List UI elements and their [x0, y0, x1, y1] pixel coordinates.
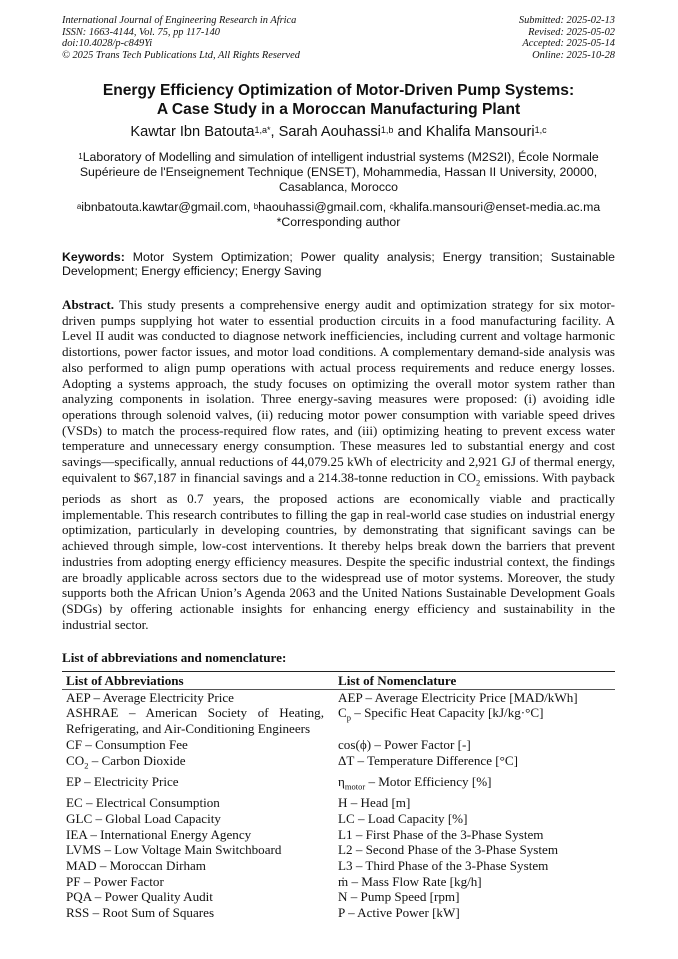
journal-info	[62, 15, 300, 61]
nomenclature-cell: P – Active Power [kW]	[338, 905, 460, 921]
table-row	[62, 905, 615, 921]
abstract-label: Abstract.	[62, 297, 114, 312]
issn-line: ISSN: 1663-4144, Vol. 75, pp 117-140	[62, 26, 220, 38]
author-name: Sarah Aouhassi	[278, 124, 381, 140]
abbreviation-cell: PQA – Power Quality Audit	[66, 889, 213, 905]
submitted-date: Submitted: 2025-02-13	[518, 15, 615, 26]
nomenclature-cell: cos(ϕ) – Power Factor [-]	[338, 736, 471, 752]
symbol: C	[338, 705, 347, 721]
nomenclature-cell: L3 – Third Phase of the 3-Phase System	[338, 857, 549, 873]
table-row	[62, 889, 615, 905]
abbreviation-cell: IEA – International Energy Agency	[66, 826, 252, 842]
copyright-line: © 2025 Trans Tech Publications Ltd, All Rights Reserved	[62, 49, 300, 61]
title-line-1: Energy Efficiency Optimization of Motor-Driven Pump Systems:	[102, 82, 575, 99]
abbreviation-cell: RSS – Root Sum of Squares	[66, 905, 215, 921]
author-separator: ,	[270, 124, 279, 140]
title-line-2: A Case Study in a Moroccan Manufacturing Plant	[156, 101, 521, 118]
doi-link[interactable]: doi:10.4028/p-c849Yi	[62, 38, 153, 50]
author-emails	[62, 200, 615, 230]
keywords	[62, 250, 615, 279]
table-row	[62, 795, 615, 811]
abstract-text: This study presents a comprehensive energy audit and optimization strategy for six motor-driven pumps supplying hot water to essential production circuits in a food manufacturing facility. A Level II audit was conducted to diagnose network inefficiencies, including current and voltage harmonic distortions, power factor issues, and motor load conditions. A complementary demand-side analysis was also performed to align pump operations with actual process requirements and reduce energy losses. Adopting a systems approach, the study focuses on optimizing the overall motor system rather than analyzing components in isolation. Three energy-saving measures were proposed: (i) avoiding idle operations through solenoid valves, (ii) reducing motor power consumption with variable speed drives (VSDs) to match the process-required flow rates, and (iii) optimizing heating to prevent excess water temperature and unnecessary energy consumption. These measures led to substantial energy and cost savings—specifically, annual reductions of 44,079.25 kWh of electricity and 2,921 GJ of thermal energy, equivalent to $67,187 in financial savings and a 214.38-tonne reduction in CO	[62, 297, 615, 485]
abbreviation-cell: GLC – Global Load Capacity	[66, 810, 221, 826]
author-list	[62, 123, 615, 141]
symbol-subscript: p	[346, 713, 351, 724]
journal-name: International Journal of Engineering Research in Africa	[62, 15, 297, 26]
table-row	[62, 689, 615, 705]
nomenclature-cell: L1 – First Phase of the 3-Phase System	[338, 826, 544, 842]
email-separator: ,	[382, 200, 390, 214]
table-header-row	[62, 672, 615, 690]
abstract	[62, 297, 615, 632]
abbreviation: CO	[66, 752, 85, 768]
table-row	[62, 753, 615, 774]
column-header-abbreviations: List of Abbreviations	[62, 672, 328, 690]
abbreviation-cell	[62, 753, 328, 774]
author-separator: and	[393, 124, 426, 140]
keywords-text: Motor System Optimization; Power quality analysis; Energy transition; Sustainable Development; Energy efficiency; Energy Saving	[62, 250, 615, 279]
nomenclature-cell: AEP – Average Electricity Price [MAD/kWh]	[338, 689, 578, 705]
nomenclature-cell: N – Pump Speed [rpm]	[338, 889, 460, 905]
table-row	[62, 737, 615, 753]
affiliation	[62, 150, 615, 196]
affiliation-mark: 1	[78, 152, 83, 161]
publication-dates	[519, 15, 615, 61]
column-header-nomenclature: List of Nomenclature	[328, 672, 615, 690]
table-row	[62, 842, 615, 858]
corresponding-author-note: *Corresponding author	[276, 215, 401, 230]
author-affiliation-mark: 1,c	[534, 125, 547, 135]
abbreviation-subscript: 2	[84, 760, 89, 771]
symbol-subscript: motor	[344, 781, 366, 792]
abbreviation-cell: AEP – Average Electricity Price	[66, 689, 234, 705]
nomenclature-cell: ṁ – Mass Flow Rate [kg/h]	[338, 873, 482, 889]
keywords-label: Keywords:	[62, 250, 125, 264]
symbol-definition: – Specific Heat Capacity [kJ/kg·°C]	[350, 705, 544, 721]
table-row	[62, 827, 615, 843]
online-date: Online: 2025-10-28	[532, 49, 615, 61]
affiliation-text: Laboratory of Modelling and simulation of intelligent industrial systems (M2S2I), École Normale Supérieure de l'Enseignement Technique (ENSET), Mohammedia, Hassan II University, 20000, Casablanca, Morocco	[79, 150, 599, 195]
nomenclature-cell: ΔT – Temperature Difference [°C]	[338, 752, 518, 768]
email-mark: c	[389, 202, 394, 211]
email-mark: b	[253, 202, 259, 211]
email-separator: ,	[246, 200, 254, 214]
table-row	[62, 811, 615, 827]
co2-subscript: 2	[476, 477, 481, 488]
abbreviation-cell: MAD – Moroccan Dirham	[66, 857, 206, 873]
abbreviation-cell: LVMS – Low Voltage Main Switchboard	[66, 842, 282, 858]
author-affiliation-mark: 1,b	[380, 125, 394, 135]
accepted-date: Accepted: 2025-05-14	[522, 38, 615, 50]
table-row	[62, 858, 615, 874]
nomenclature-heading: List of abbreviations and nomenclature:	[62, 650, 287, 665]
table-row	[62, 774, 615, 795]
author-name: Kawtar Ibn Batouta	[130, 124, 255, 140]
abbreviation-cell: CF – Consumption Fee	[66, 736, 188, 752]
abstract-text-cont: emissions. With payback periods as short as 0.7 years, the proposed actions are economically viable and practically implementable. This research contributes to filling the gap in real-world case studies on industrial energy optimization, particularly in developing countries, by demonstrating that significant savings can be achieved through simple, low-cost interventions. It thereby helps break down the barriers that prevent industries from adopting energy efficiency measures. Despite the specific industrial context, the findings are broadly applicable across sectors due to the widespread use of motor systems. Moreover, the study supports both the African Union’s Agenda 2063 and the United Nations Sustainable Development Goals (SDGs) by offering actionable insights for enhancing energy efficiency and sustainability in the industrial sector.	[62, 469, 615, 632]
nomenclature-cell	[328, 774, 615, 795]
symbol-definition: – Motor Efficiency [%]	[365, 773, 492, 789]
symbol: η	[338, 773, 345, 789]
abbreviation-cell: EP – Electricity Price	[66, 773, 179, 789]
nomenclature-cell: H – Head [m]	[338, 795, 411, 811]
paper-title	[62, 81, 615, 119]
email-link[interactable]: khalifa.mansouri@enset-media.ac.ma	[393, 200, 601, 214]
nomenclature-table	[62, 671, 615, 921]
email-mark: a	[76, 202, 82, 211]
abbreviation-definition: – Carbon Dioxide	[88, 752, 186, 768]
abbreviation-cell: ASHRAE – American Society of Heating, Refrigerating, and Air-Conditioning Engineers	[66, 705, 324, 737]
abbreviation-cell: EC – Electrical Consumption	[66, 795, 220, 811]
email-link[interactable]: haouhassi@gmail.com	[258, 200, 383, 214]
nomenclature-cell: LC – Load Capacity [%]	[338, 810, 468, 826]
table-row	[62, 705, 615, 736]
nomenclature-cell	[328, 705, 615, 736]
author-name: Khalifa Mansouri	[425, 124, 535, 140]
revised-date: Revised: 2025-05-02	[528, 26, 615, 38]
author-affiliation-mark: 1,a*	[254, 125, 271, 135]
table-row	[62, 874, 615, 890]
abbreviation-cell: PF – Power Factor	[66, 873, 164, 889]
nomenclature-cell: L2 – Second Phase of the 3-Phase System	[338, 842, 559, 858]
email-link[interactable]: ibnbatouta.kawtar@gmail.com	[81, 200, 247, 214]
